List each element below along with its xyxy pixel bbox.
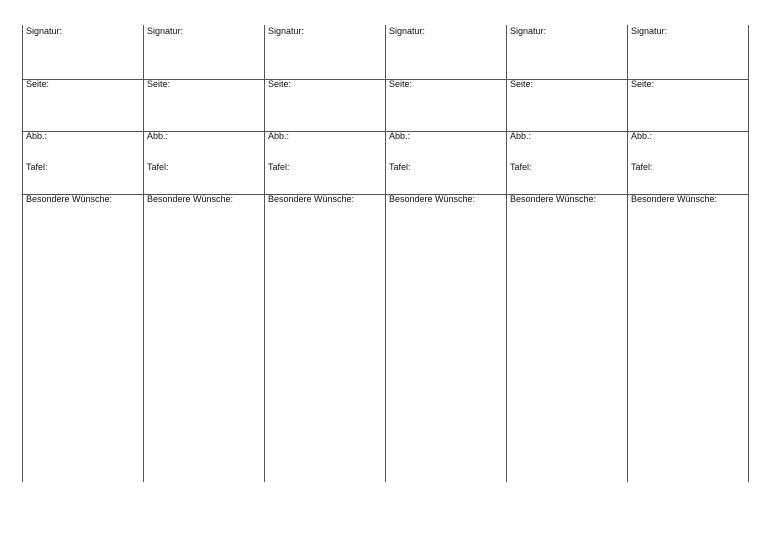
form-column — [628, 25, 748, 482]
signatur-label: Signatur: — [631, 26, 668, 36]
form-column — [265, 25, 385, 482]
form-column — [386, 25, 506, 482]
seite-label: Seite: — [510, 79, 534, 89]
signatur-label: Signatur: — [26, 26, 63, 36]
signatur-label: Signatur: — [389, 26, 426, 36]
abb-label: Abb.: — [268, 131, 290, 141]
abb-label: Abb.: — [147, 131, 169, 141]
abb-label: Abb.: — [26, 131, 48, 141]
form-column — [507, 25, 627, 482]
seite-label: Seite: — [389, 79, 413, 89]
seite-label: Seite: — [268, 79, 292, 89]
signatur-label: Signatur: — [268, 26, 305, 36]
besondere-wuensche-label: Besondere Wünsche: — [631, 194, 718, 204]
besondere-wuensche-label: Besondere Wünsche: — [389, 194, 476, 204]
abb-label: Abb.: — [631, 131, 653, 141]
tafel-label: Tafel: — [147, 162, 169, 172]
besondere-wuensche-label: Besondere Wünsche: — [147, 194, 234, 204]
form-column — [144, 25, 264, 482]
tafel-label: Tafel: — [631, 162, 653, 172]
tafel-label: Tafel: — [389, 162, 411, 172]
abb-label: Abb.: — [389, 131, 411, 141]
tafel-label: Tafel: — [510, 162, 532, 172]
besondere-wuensche-label: Besondere Wünsche: — [26, 194, 113, 204]
abb-label: Abb.: — [510, 131, 532, 141]
signatur-label: Signatur: — [510, 26, 547, 36]
besondere-wuensche-label: Besondere Wünsche: — [268, 194, 355, 204]
signatur-label: Signatur: — [147, 26, 184, 36]
seite-label: Seite: — [147, 79, 171, 89]
tafel-label: Tafel: — [26, 162, 48, 172]
form-column — [23, 25, 143, 482]
tafel-label: Tafel: — [268, 162, 290, 172]
column-divider — [748, 25, 749, 482]
besondere-wuensche-label: Besondere Wünsche: — [510, 194, 597, 204]
seite-label: Seite: — [631, 79, 655, 89]
seite-label: Seite: — [26, 79, 50, 89]
